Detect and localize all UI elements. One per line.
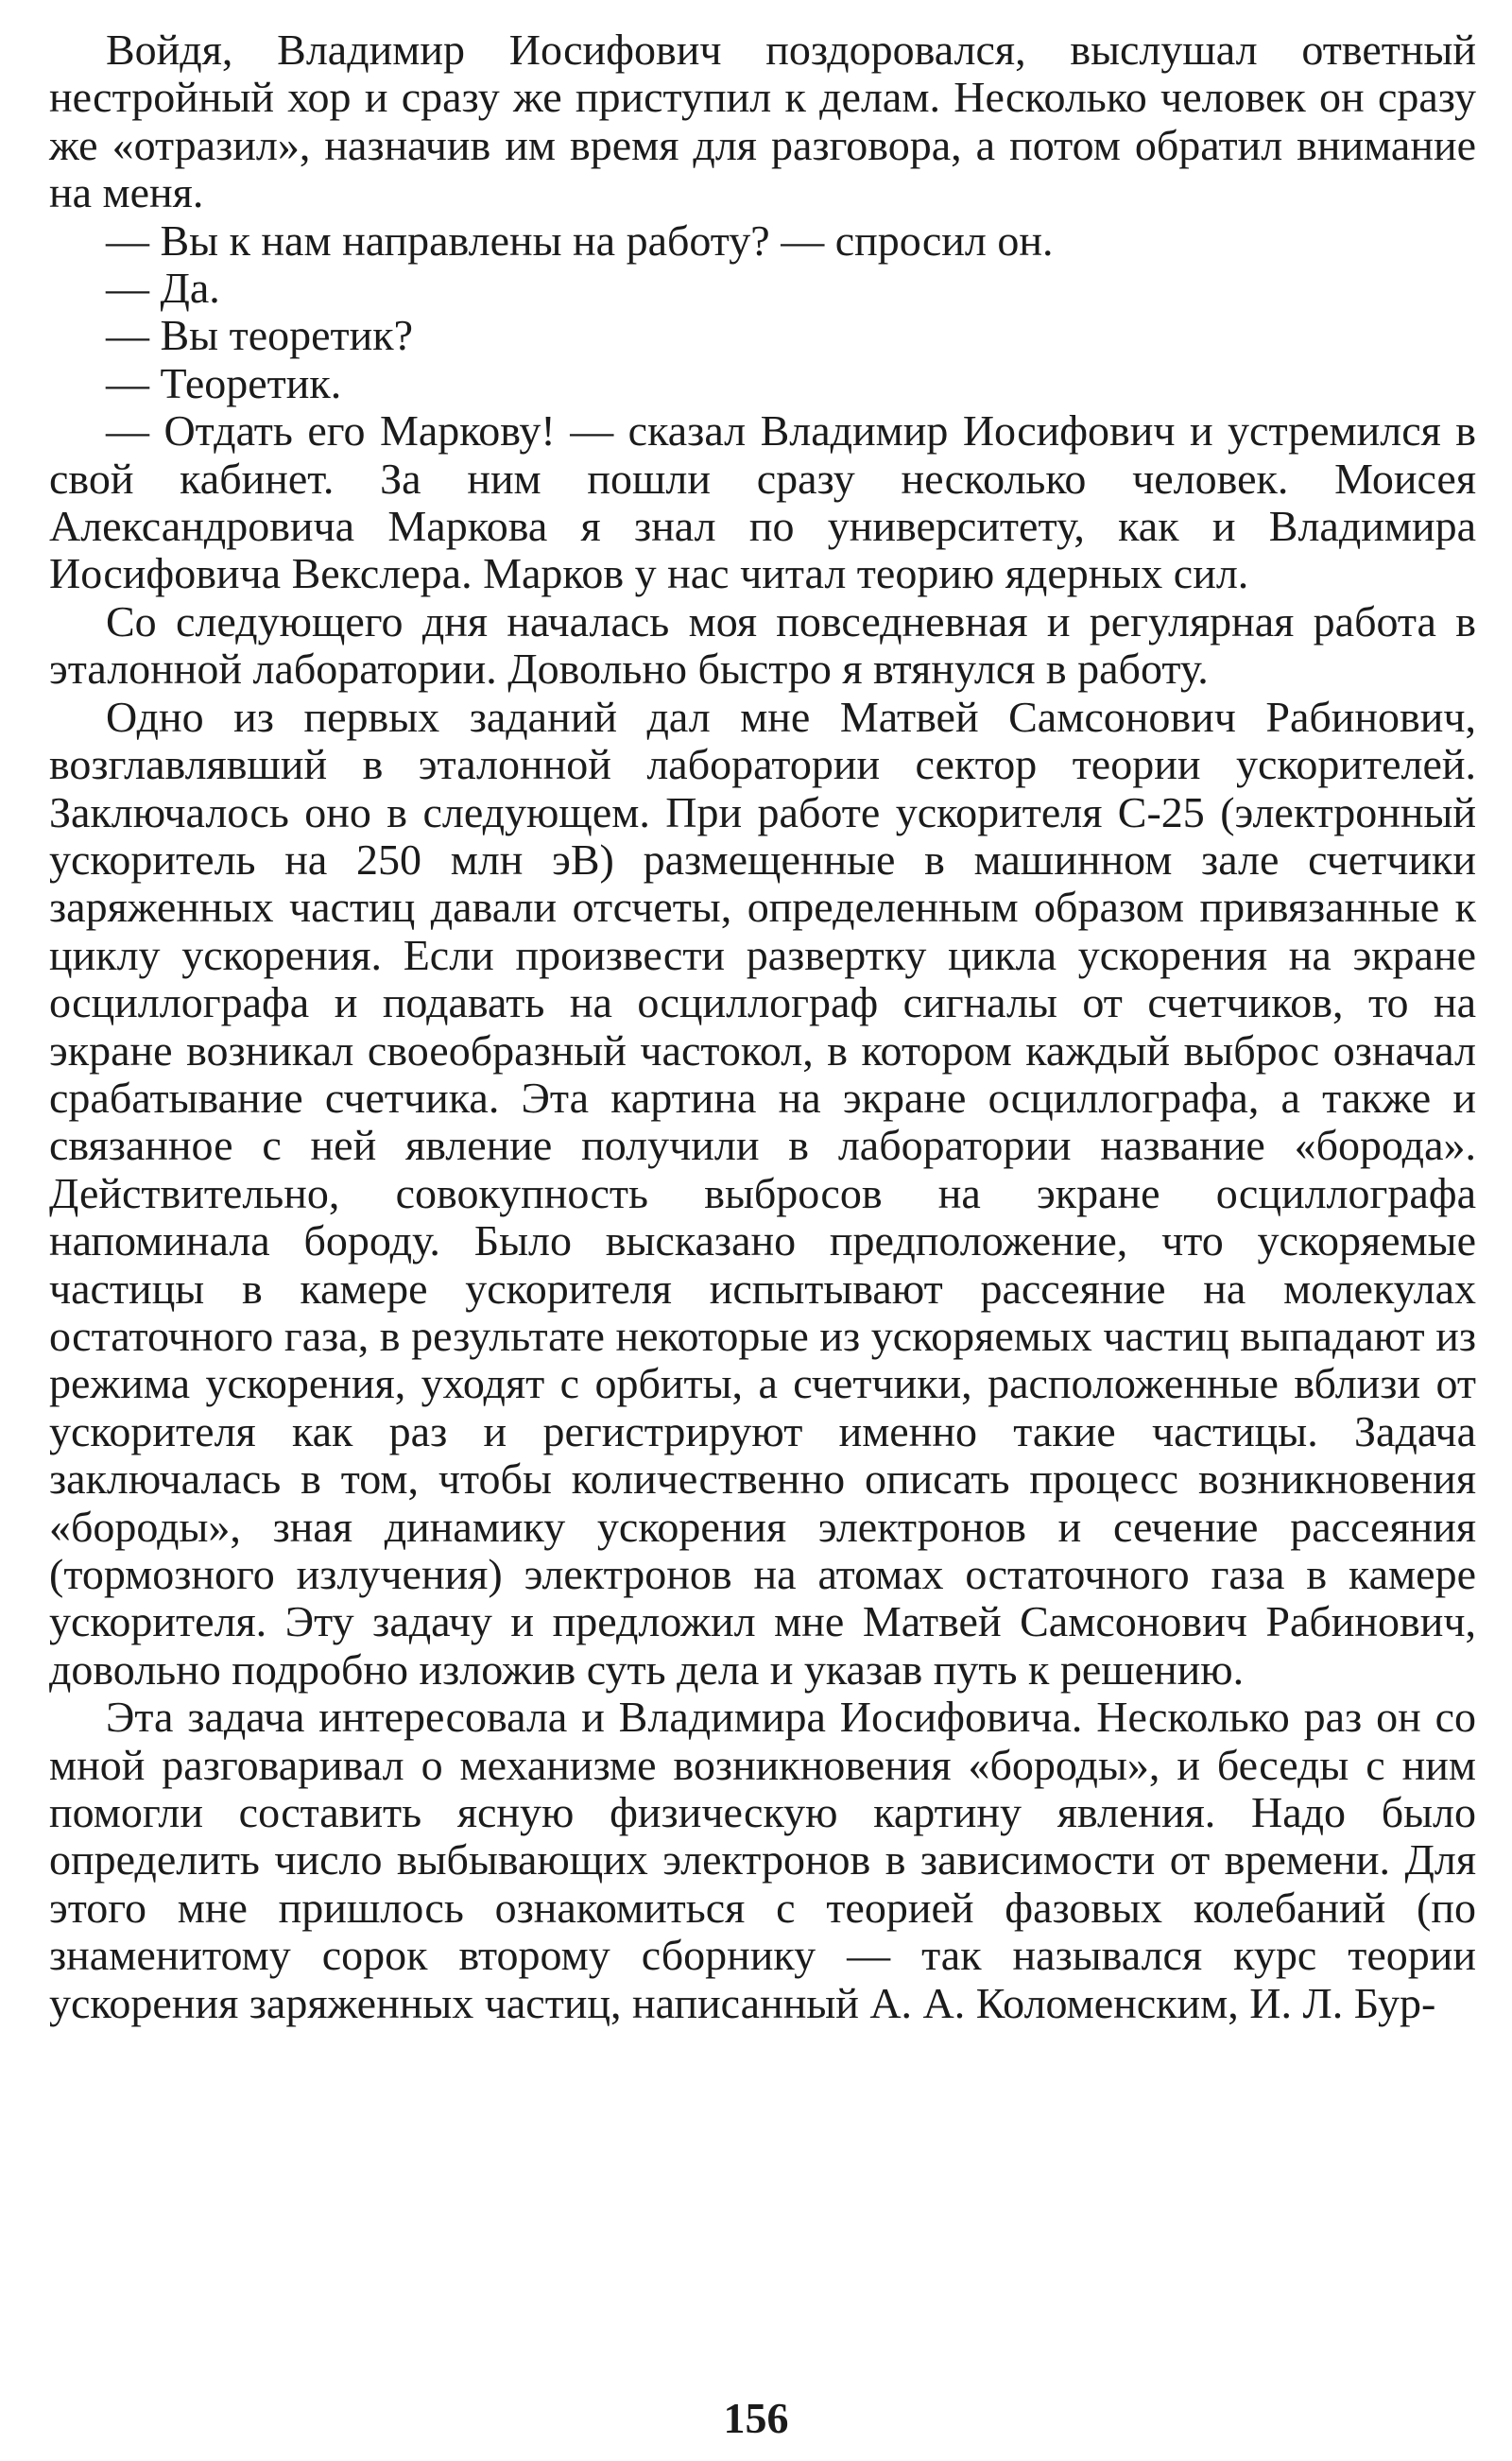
page-number: 156 <box>723 2394 789 2442</box>
paragraph-phase-oscillations: Эта задача интересовала и Владимира Иосифовича. Несколько раз он со мной разговаривал о механизме возникновения «бороды», и беседы с ним помогли составить ясную физическую картину явления. Надо было определить число выбывающих электронов в зависимости от времени. Для этого мне пришлось ознакомиться с теорией фазовых колебаний (по знаменитому сорок второму сборнику — так назывался курс теории ускорения заряженных частиц, написанный А. А. Коломенским, И. Л. Бур- <box>49 1693 1476 2027</box>
dialogue-line: — Вы теоретик? <box>106 311 414 360</box>
dialogue-line: — Вы к нам направлены на работу? — спросил он. <box>106 215 1054 265</box>
paragraph-arrival: Войдя, Владимир Иосифович поздоровался, выслушал ответный нестройный хор и сразу же приступил к делам. Несколько человек он сразу же «отразил», назначив им время для разговора, а потом обратил внимание на меня. <box>49 26 1476 217</box>
dialogue-line: — Отдать его Маркову! — сказал Владимир Иосифович и устремился в свой кабинет. За ним пошли сразу несколько человек. Моисея Александровича Маркова я знал по университету, как и Владимира Иосифовича Векслера. Марков у нас читал теорию ядерных сил. <box>49 406 1476 598</box>
dialogue-line: — Теоретик. <box>106 358 342 407</box>
dialogue-line: — Да. <box>106 264 220 313</box>
paragraph-beard-task: Одно из первых заданий дал мне Матвей Самсонович Рабинович, возглавлявший в эталонной лаборатории сектор теории ускорителей. Заключалось оно в следующем. При работе ускорителя С-25 (электронный ускоритель на 250 млн эВ) размещенные в машинном зале счетчики заряженных частиц давали отсчеты, определенным образом привязанные к циклу ускорения. Если произвести развертку цикла ускорения на экране осциллографа и подавать на осциллограф сигналы от счетчиков, то на экране возникал своеобразный частокол, в котором каждый выброс означал срабатывание счетчика. Эта картина на экране осциллографа, а также и связанное с ней явление получили в лаборатории название «борода». Действительно, совокупность выбросов на экране осциллографа напоминала бороду. Было высказано предположение, что ускоряемые частицы в камере ускорителя испытывают рассеяние на молекулах остаточного газа, в результате некоторые из ускоряемых частиц выпадают из режима ускорения, уходят с орбиты, а счетчики, расположенные вблизи от ускорителя как раз и регистрируют именно такие частицы. Задача заключалась в том, чтобы количественно описать процесс возникновения «бороды», зная динамику ускорения электронов и сечение рассеяния (тормозного излучения) электронов на атомах остаточного газа в камере ускорителя. Эту задачу и предложил мне Матвей Самсонович Рабинович, довольно подробно изложив суть дела и указав путь к решению. <box>49 692 1476 1694</box>
page-body <box>49 26 1476 2027</box>
paragraph-work-start: Со следующего дня началась моя повседневная и регулярная работа в эталонной лаборатории. Довольно быстро я втянулся в работу. <box>49 596 1476 694</box>
